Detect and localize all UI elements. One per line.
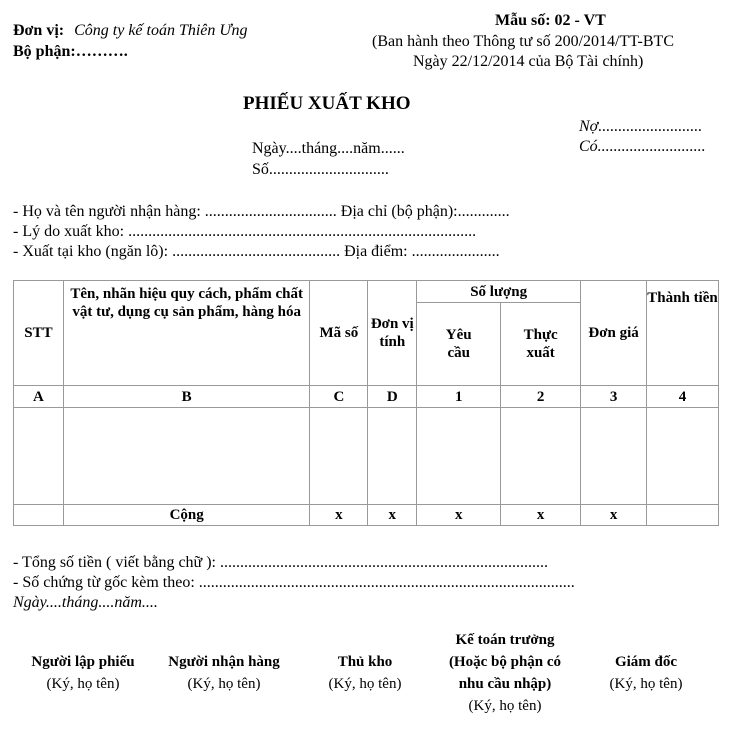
signature-receiver — [154, 651, 294, 695]
signature-role: Người lập phiếu — [31, 654, 135, 670]
issued-date: Ngày 22/12/2014 của Bộ Tài chính) — [413, 53, 644, 70]
issued-by: (Ban hành theo Thông tư số 200/2014/TT-BTC — [372, 33, 674, 50]
credit-line: Có........................... — [579, 138, 706, 155]
items-table — [13, 280, 719, 526]
empty-cell — [647, 408, 719, 505]
column-code-b: B — [63, 386, 309, 408]
column-code-1: 1 — [417, 386, 501, 408]
debit-line: Nợ.......................... — [579, 118, 703, 135]
signature-note: (Ký, họ tên) — [468, 698, 542, 714]
column-code-4: 4 — [647, 386, 719, 408]
header-requested: Yêu cầu — [417, 303, 501, 386]
signature-note: (Ký, họ tên) — [609, 676, 683, 692]
total-row — [14, 505, 719, 526]
header-code: Mã số — [310, 281, 368, 386]
form-number: Mẫu số: 02 - VT — [495, 12, 606, 29]
signature-role: Giám đốc — [614, 654, 678, 670]
header-unit: Đơn vị tính — [368, 281, 417, 386]
number-line: Số.............................. — [252, 161, 389, 178]
empty-cell — [14, 505, 64, 526]
signature-note: (Ký, họ tên) — [328, 676, 402, 692]
total-mark: x — [310, 505, 368, 526]
column-code-d: D — [368, 386, 417, 408]
header-amount: Thành tiền — [647, 281, 719, 386]
empty-cell — [14, 408, 64, 505]
empty-cell — [368, 408, 417, 505]
date-line: Ngày....tháng....năm...... — [252, 140, 405, 157]
unit-value: Công ty kế toán Thiên Ưng — [74, 22, 248, 39]
header-price: Đơn giá — [581, 281, 647, 386]
total-mark: x — [581, 505, 647, 526]
signature-chief-accountant — [425, 629, 585, 717]
total-words-line: - Tổng số tiền ( viết bằng chữ ): .................................................................................. — [13, 554, 548, 571]
signature-role-line2: (Hoặc bộ phận có — [448, 654, 562, 670]
column-code-a: A — [14, 386, 64, 408]
reason-line: - Lý do xuất kho: ....................................................................................... — [13, 223, 477, 240]
total-label: Cộng — [63, 505, 309, 526]
table-row — [14, 408, 719, 505]
total-mark: x — [417, 505, 501, 526]
footer-date: Ngày....tháng....năm.... — [13, 594, 158, 611]
column-code-3: 3 — [581, 386, 647, 408]
signature-note: (Ký, họ tên) — [46, 676, 120, 692]
document-title: PHIẾU XUẤT KHO — [243, 93, 411, 114]
empty-cell — [501, 408, 581, 505]
signature-note: (Ký, họ tên) — [187, 676, 261, 692]
column-code-2: 2 — [501, 386, 581, 408]
signature-director — [586, 651, 706, 695]
unit-line — [13, 21, 247, 40]
signature-preparer — [13, 651, 153, 695]
header-quantity: Số lượng — [417, 281, 581, 303]
empty-cell — [310, 408, 368, 505]
signature-role-line1: Kế toán trưởng — [455, 632, 555, 648]
total-mark: x — [368, 505, 417, 526]
header-stt: STT — [14, 281, 64, 386]
total-mark: x — [501, 505, 581, 526]
header-name: Tên, nhãn hiệu quy cách, phẩm chất vật tư, dụng cụ sản phẩm, hàng hóa — [63, 281, 309, 386]
signature-role-line3: nhu cầu nhập) — [458, 676, 552, 692]
signature-role: Người nhận hàng — [168, 654, 280, 670]
signature-storekeeper — [300, 651, 430, 695]
warehouse-line: - Xuất tại kho (ngăn lô): .......................................... Địa điểm: ...................... — [13, 243, 500, 260]
empty-cell — [581, 408, 647, 505]
attached-docs-line: - Số chứng từ gốc kèm theo: .............................................................................................. — [13, 574, 575, 591]
empty-cell — [63, 408, 309, 505]
column-code-c: C — [310, 386, 368, 408]
header-actual: Thực xuất — [501, 303, 581, 386]
dept-label: Bộ phận:………. — [13, 43, 128, 60]
receiver-line: - Họ và tên người nhận hàng: ................................. Địa chỉ (bộ phận):............. — [13, 203, 510, 220]
unit-label: Đơn vị: — [13, 22, 65, 39]
empty-cell — [417, 408, 501, 505]
signature-role: Thủ kho — [337, 654, 393, 670]
empty-cell — [647, 505, 719, 526]
